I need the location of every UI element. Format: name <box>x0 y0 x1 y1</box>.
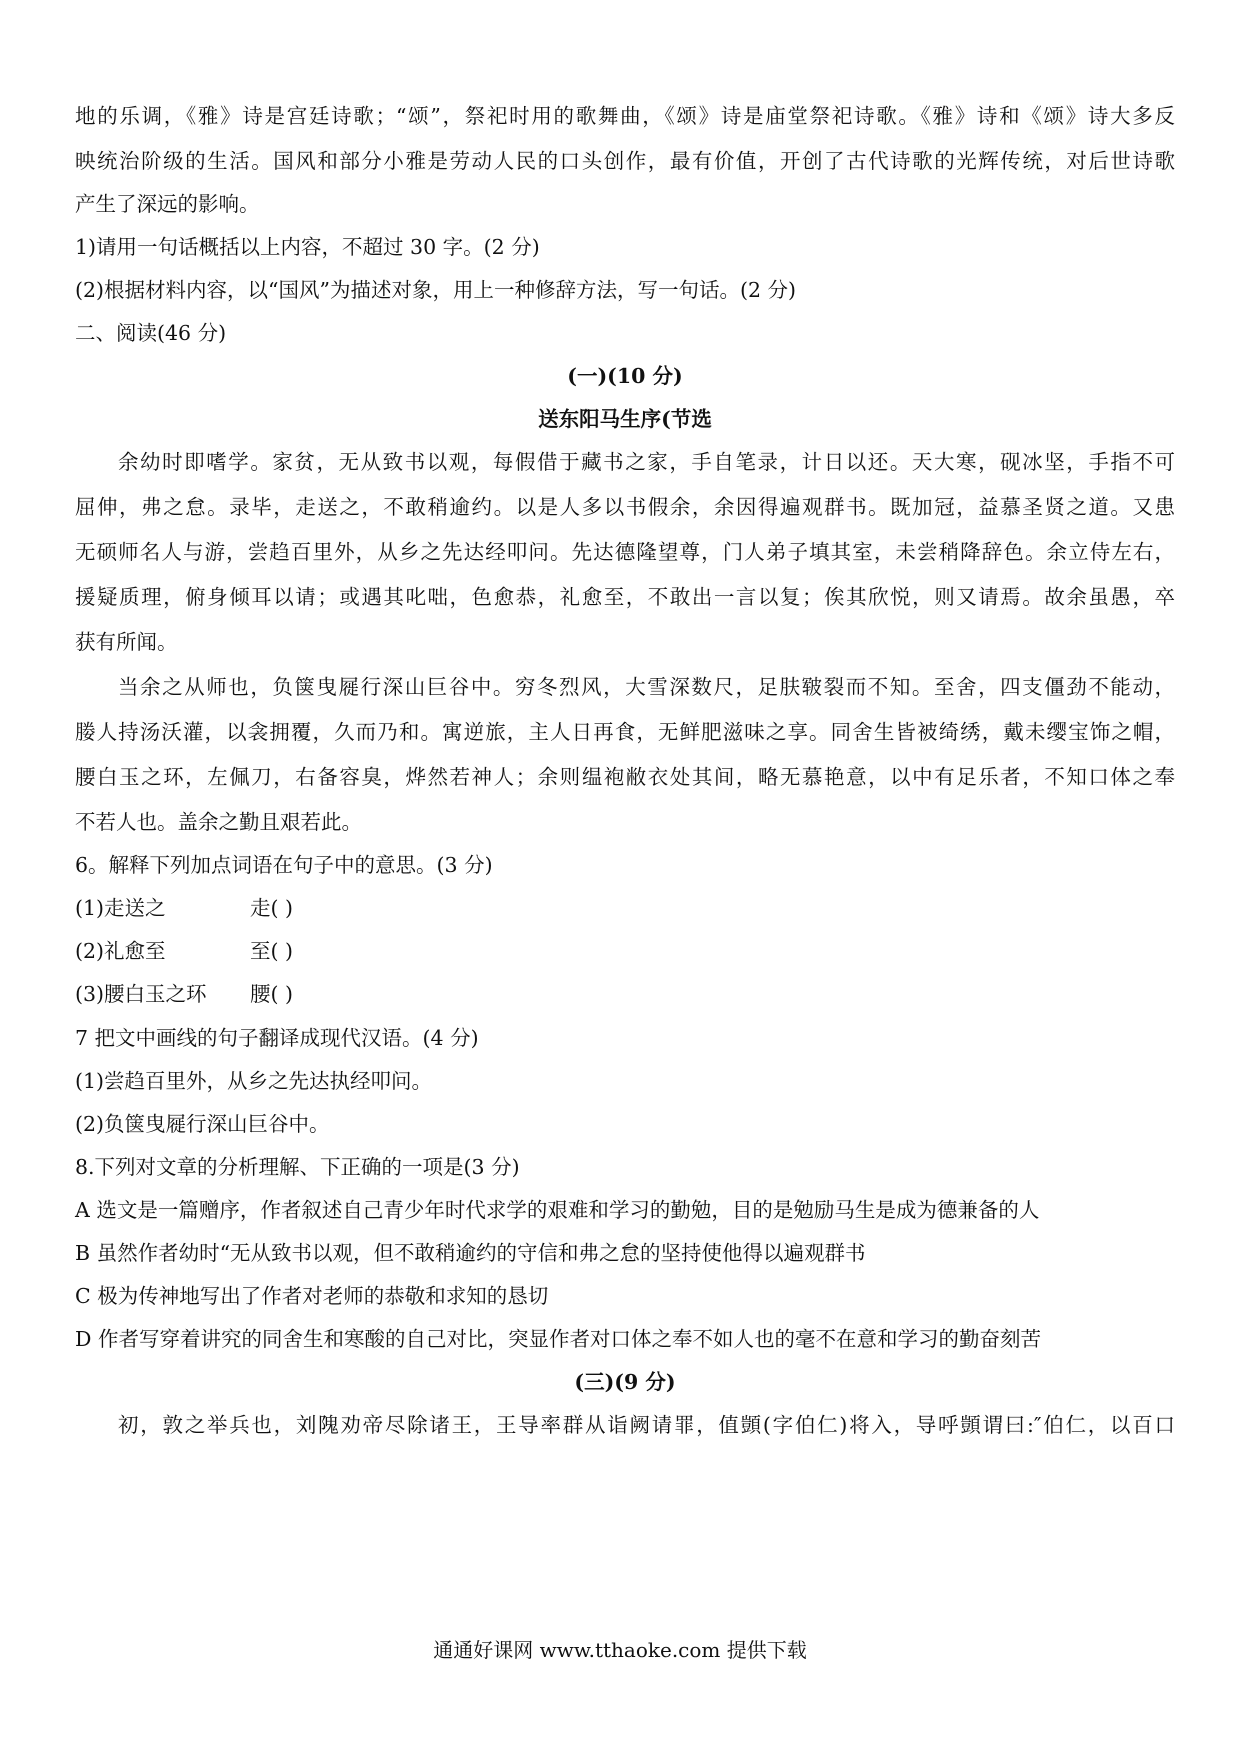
question-summary: 1)请用一句话概括以上内容，不超过 30 字。(2 分) <box>75 235 540 259</box>
question-rhetoric: (2)根据材料内容，以“国风”为描述对象，用上一种修辞方法，写一句话。(2 分) <box>75 278 797 302</box>
question-8-option: B 虽然作者幼时“无从致书以观，但不敢稍逾约的守信和弗之怠的坚持使他得以遍观群书 <box>75 1241 866 1265</box>
q6-phrase: (2)礼愈至 <box>75 939 166 963</box>
q6-phrase: (1)走送之 <box>75 896 166 920</box>
page-footer: 通通好课网 www.tthaoke.com 提供下载 <box>433 1638 807 1662</box>
question-8-option: D 作者写穿着讲究的同舍生和寒酸的自己对比，突显作者对口体之奉不如人也的毫不在意和学习的勤奋刻苦 <box>75 1327 1041 1351</box>
passage-line: 无硕师名人与游，尝趋百里外，从乡之先达经叩问。先达德隆望尊，门人弟子填其室，未尝稍降辞色。余立侍左右， <box>75 540 1175 564</box>
passage-line: 获有所闻。 <box>75 630 178 654</box>
section-heading: 二、阅读(46 分) <box>75 321 227 345</box>
question-8-option: A 选文是一篇赠序，作者叙述自己青少年时代求学的艰难和学习的勤勉，目的是勉励马生是成为德兼备的人 <box>75 1198 1040 1222</box>
question-7-item: (1)尝趋百里外，从乡之先达执经叩问。 <box>75 1069 433 1093</box>
intro-line: 产生了深远的影响。 <box>75 192 260 216</box>
intro-line: 映统治阶级的生活。国风和部分小雅是劳动人民的口头创作，最有价值，开创了古代诗歌的光辉传统，对后世诗歌 <box>75 149 1175 173</box>
question-7-item: (2)负箧曳屣行深山巨谷中。 <box>75 1112 330 1136</box>
passage-line: 不若人也。盖余之勤且艰若此。 <box>75 810 362 834</box>
question-8-option: C 极为传神地写出了作者对老师的恭敬和求知的恳切 <box>75 1284 549 1308</box>
question-8-prompt: 8.下列对文章的分析理解、下正确的一项是(3 分) <box>75 1155 520 1179</box>
part1-heading: (一)(10 分) <box>567 364 683 388</box>
passage-title: 送东阳马生序(节选 <box>538 407 712 431</box>
passage-line: 余幼时即嗜学。家贫，无从致书以观，每假借于藏书之家，手自笔录，计日以还。天大寒，砚冰坚，手指不可 <box>118 450 1175 474</box>
q6-answer-blank: 走( ) <box>250 896 294 920</box>
q6-phrase: (3)腰白玉之环 <box>75 982 207 1006</box>
question-7-prompt: 7 把文中画线的句子翻译成现代汉语。(4 分) <box>75 1026 479 1050</box>
passage-line: 屈伸，弗之怠。录毕，走送之，不敢稍逾约。以是人多以书假余，余因得遍观群书。既加冠，益慕圣贤之道。又患 <box>75 495 1175 519</box>
passage-line: 腰白玉之环，左佩刀，右备容臭，烨然若神人；余则缊袍敝衣处其间，略无慕艳意，以中有足乐者，不知口体之奉 <box>75 765 1175 789</box>
q6-answer-blank: 至( ) <box>250 939 294 963</box>
passage-line: 援疑质理，俯身倾耳以请；或遇其叱咄，色愈恭，礼愈至，不敢出一言以复；俟其欣悦，则又请焉。故余虽愚，卒 <box>75 585 1175 609</box>
q6-answer-blank: 腰( ) <box>250 982 294 1006</box>
part3-heading: (三)(9 分) <box>574 1370 676 1394</box>
passage-line: 初，敦之举兵也，刘隗劝帝尽除诸王，王导率群从诣阙请罪，值顗(字伯仁)将入，导呼顗谓曰:″伯仁，以百口 <box>118 1413 1175 1437</box>
question-6-prompt: 6。解释下列加点词语在句子中的意思。(3 分) <box>75 853 493 877</box>
passage-line: 媵人持汤沃灌，以衾拥覆，久而乃和。寓逆旅，主人日再食，无鲜肥滋味之享。同舍生皆被绮绣，戴未缨宝饰之帽， <box>75 720 1175 744</box>
intro-line: 地的乐调，《雅》诗是宫廷诗歌；“颂”，祭祀时用的歌舞曲，《颂》诗是庙堂祭祀诗歌。《雅》诗和《颂》诗大多反 <box>75 104 1175 128</box>
passage-line: 当余之从师也，负箧曳屣行深山巨谷中。穷冬烈风，大雪深数尺，足肤皲裂而不知。至舍，四支僵劲不能动， <box>118 675 1175 699</box>
